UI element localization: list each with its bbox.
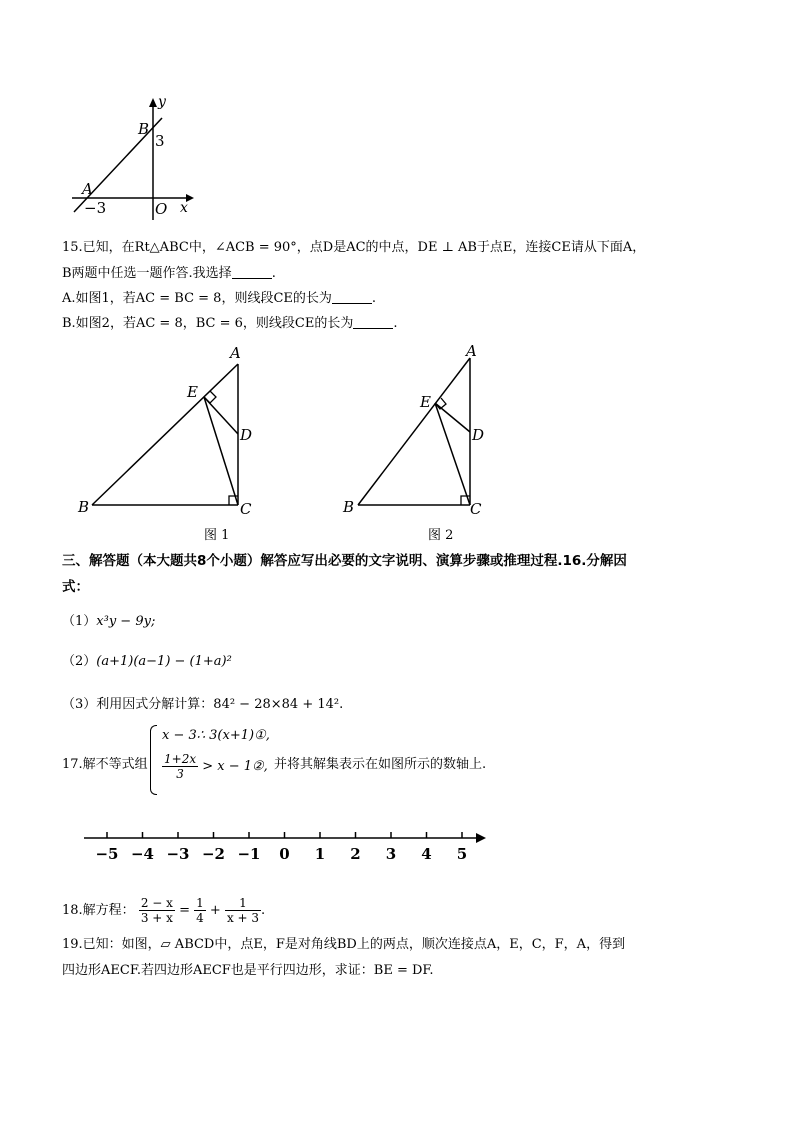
figure-1 (70, 340, 270, 520)
section3-heading-line1: 三、解答题（本大题共8个小题）解答应写出必要的文字说明、演算步骤或推理过程.16.分解因 (62, 553, 627, 569)
b-label: B (138, 120, 150, 138)
number-line-tick-label: 2 (350, 845, 361, 863)
o-label: O (155, 200, 168, 218)
number-line-tick-label: 3 (385, 845, 397, 863)
a-label: A (82, 180, 93, 198)
q17-tail: 并将其解集表示在如图所示的数轴上. (274, 757, 487, 772)
coordinate-graph (60, 90, 210, 225)
q15-choice-blank[interactable] (232, 266, 272, 279)
number-line-tick-label: 4 (421, 845, 432, 863)
fig2-label-a: A (466, 342, 477, 360)
fig1-label-c: C (240, 500, 252, 518)
y-label: y (158, 94, 166, 110)
x-label: x (180, 200, 188, 216)
q17-ineq2-rest: > x − 1②, (202, 759, 268, 774)
q15-line3-text: A.如图1，若AC = BC = 8，则线段CE的长为 (62, 291, 332, 306)
q16-p3-expr: 84² − 28×84 + 14². (213, 697, 344, 712)
q18-label: 18.解方程： (62, 903, 135, 918)
q18-r1 (194, 896, 206, 925)
q18-r2 (225, 896, 261, 925)
number-line-tick-label: −4 (130, 845, 155, 863)
q15-line1: 15.已知，在Rt△ABC中，∠ACB = 90°，点D是AC的中点，DE ⊥ AB于点E，连接CE请从下面A， (62, 240, 646, 255)
q17-ineq2-frac (162, 752, 198, 781)
number-line-tick-label: 5 (456, 845, 468, 863)
b-value: 3 (155, 132, 165, 150)
q15b-answer-blank[interactable] (353, 316, 393, 329)
number-line-tick-label: −5 (95, 845, 119, 863)
q18-r1-den: 4 (196, 911, 204, 925)
number-line-tick-label: −2 (201, 845, 226, 863)
q15-line3: A.如图1，若AC = BC = 8，则线段CE的长为 . (62, 291, 377, 306)
fig1-label-e: E (187, 383, 198, 401)
fig1-label-d: D (240, 426, 253, 444)
q18-r1-num: 1 (196, 896, 204, 910)
fig1-label-a: A (230, 344, 241, 362)
q16-part1 (62, 610, 155, 629)
figure-2 (338, 340, 498, 520)
q16-p2-num: （2） (62, 654, 97, 669)
fig2-label-e: E (420, 393, 431, 411)
q17-ineq2 (162, 752, 268, 781)
a-value: −3 (84, 199, 107, 217)
q18-r2-den: x + 3 (226, 911, 260, 925)
q16-p2-expr: (a+1)(a−1) − (1+a)² (96, 654, 232, 669)
q16-part3 (62, 693, 343, 712)
number-line-tick-label: −3 (166, 845, 190, 863)
q15-line4: B.如图2，若AC = 8，BC = 6，则线段CE的长为 . (62, 316, 398, 331)
q17-brace (150, 725, 157, 795)
fig2-caption: 图 2 (428, 528, 454, 543)
q19-line1: 19.已知：如图，▱ ABCD中，点E，F是对角线BD上的两点，顺次连接点A，E，C，F，A，得到 (62, 937, 626, 952)
q18-lhs-den: 3 + x (140, 911, 173, 925)
fig2-label-c: C (470, 500, 482, 518)
number-line-tick-label: 1 (314, 845, 326, 863)
q17-ineq2-den: 3 (176, 767, 184, 781)
number-line (80, 826, 490, 866)
fig2-label-b: B (343, 498, 355, 516)
q16-p3-text: 利用因式分解计算： (96, 697, 214, 712)
q17-ineq1: x − 3∴ 3(x+1)①, (162, 728, 270, 743)
q18-lhs-num: 2 − x (140, 896, 173, 910)
q16-p1-num: （1） (62, 614, 97, 629)
q15a-answer-blank[interactable] (332, 291, 372, 304)
q19-line2: 四边形AECF.若四边形AECF也是平行四边形，求证：BE = DF. (62, 963, 434, 978)
q18: 18.解方程： $\frac{2 - x}{3 + x}$ = $\frac{1}{4}$ + $\frac{1}{x + 3}$ . (62, 896, 266, 925)
q15-line2: B两题中任选一题作答.我选择 . (62, 266, 276, 281)
q18-lhs (139, 896, 175, 925)
section3-heading-line2: 式： (62, 579, 89, 595)
q16-p1-expr: x³y − 9y; (96, 614, 156, 629)
q15-line4-text: B.如图2，若AC = 8，BC = 6，则线段CE的长为 (62, 316, 354, 331)
q15-line2-text: B两题中任选一题作答.我选择 (62, 266, 232, 281)
fig1-label-b: B (78, 498, 90, 516)
q17-label: 17.解不等式组 (62, 757, 148, 772)
number-line-tick-label: −1 (237, 845, 261, 863)
fig2-label-d: D (472, 426, 485, 444)
q17-ineq2-num: 1+2x (164, 752, 197, 766)
q16-p3-num: （3） (62, 697, 97, 712)
fig1-caption: 图 1 (204, 528, 230, 543)
q16-part2 (62, 650, 232, 669)
number-line-tick-label: 0 (279, 845, 290, 863)
y-arrow (149, 98, 157, 107)
q18-r2-num: 1 (225, 896, 261, 911)
